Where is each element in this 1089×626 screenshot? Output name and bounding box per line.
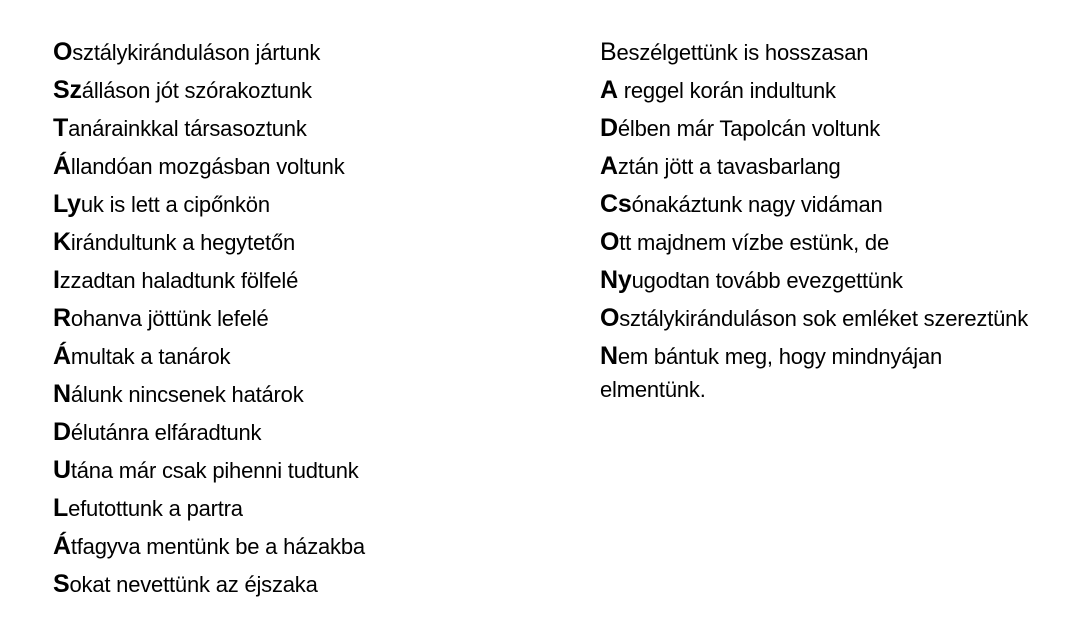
poem-line-text: ónakáztunk nagy vidáman (631, 192, 883, 217)
poem-line-text: okat nevettünk az éjszaka (69, 572, 318, 597)
poem-line (53, 112, 365, 145)
poem-line-initial: A (600, 152, 618, 180)
poem-line-text: multak a tanárok (70, 344, 231, 369)
poem-line (53, 378, 365, 411)
poem-line (53, 416, 365, 449)
poem-line-text: eszélgettünk is hosszasan (616, 40, 869, 65)
poem-line-initial: D (600, 114, 618, 142)
poem-line (600, 188, 1028, 221)
poem-line-text: ohanva jöttünk lefelé (70, 306, 269, 331)
poem-line-text: reggel korán indultunk (617, 78, 836, 103)
poem-line-initial: K (53, 228, 71, 256)
poem-line-initial: U (53, 456, 71, 484)
poem-line-text: sztálykiránduláson sok emléket szereztünk (619, 306, 1029, 331)
poem-line (600, 340, 1028, 406)
poem-line (53, 492, 365, 525)
poem-line-text: tfagyva mentünk be a házakba (70, 534, 365, 559)
poem-line (53, 340, 365, 373)
poem-line-text: élben már Tapolcán voltunk (617, 116, 881, 141)
poem-line-initial: T (53, 114, 69, 142)
poem-line-text: tt majdnem vízbe estünk, de (619, 230, 889, 255)
poem-line (600, 226, 1028, 259)
poem-line-text: tána már csak pihenni tudtunk (70, 458, 359, 483)
poem-line-initial: Ly (53, 190, 81, 218)
poem-line (53, 302, 365, 335)
poem-line-initial: N (600, 342, 618, 370)
poem-line-initial: D (53, 418, 71, 446)
poem-line-text: ugodtan tovább evezgettünk (631, 268, 903, 293)
poem-line (53, 568, 365, 601)
poem-line (600, 150, 1028, 183)
poem-line-initial: Cs (600, 190, 632, 218)
poem-line (53, 454, 365, 487)
poem-line-text: sztálykiránduláson jártunk (72, 40, 321, 65)
poem-line-text: zzadtan haladtunk fölfelé (59, 268, 299, 293)
poem-line-text: álláson jót szórakoztunk (81, 78, 312, 103)
poem-line-text: uk is lett a cipőnkön (80, 192, 270, 217)
poem-line-initial: O (600, 228, 620, 256)
poem-line (600, 74, 1028, 107)
poem-line-initial: Á (53, 342, 71, 370)
poem-column-left (53, 36, 365, 606)
poem-line-text: llandóan mozgásban voltunk (70, 154, 345, 179)
poem-line-initial: Sz (53, 76, 82, 104)
poem-line-text: efutottunk a partra (68, 496, 243, 521)
poem-line (600, 302, 1028, 335)
poem-line (600, 264, 1028, 297)
poem-line (53, 188, 365, 221)
poem-line-initial: B (600, 38, 617, 66)
poem-line-text: anárainkkal társasoztunk (68, 116, 307, 141)
poem-column-right (600, 36, 1028, 411)
poem-line-initial: Ny (600, 266, 632, 294)
poem-line (53, 264, 365, 297)
poem-line (600, 112, 1028, 145)
poem-line-initial: I (53, 266, 60, 294)
poem-line-text: élutánra elfáradtunk (70, 420, 262, 445)
poem-line-continuation: elmentünk. (600, 377, 706, 402)
poem-line-initial: S (53, 570, 70, 598)
poem-line-text: irándultunk a hegytetőn (70, 230, 295, 255)
poem-line (53, 226, 365, 259)
poem-line-initial: A (600, 76, 618, 104)
poem-line (53, 74, 365, 107)
poem-line-initial: Á (53, 532, 71, 560)
poem-line-initial: O (53, 38, 73, 66)
poem-line-initial: R (53, 304, 71, 332)
poem-line-initial: Á (53, 152, 71, 180)
poem-line-text: ztán jött a tavasbarlang (617, 154, 841, 179)
poem-line (53, 36, 365, 69)
poem-line-text: em bántuk meg, hogy mindnyájan (617, 344, 943, 369)
poem-line-initial: O (600, 304, 620, 332)
poem-line (600, 36, 1028, 69)
poem-line (53, 530, 365, 563)
poem-line-initial: N (53, 380, 71, 408)
poem-line-initial: L (53, 494, 69, 522)
poem-line (53, 150, 365, 183)
poem-line-text: álunk nincsenek határok (70, 382, 304, 407)
